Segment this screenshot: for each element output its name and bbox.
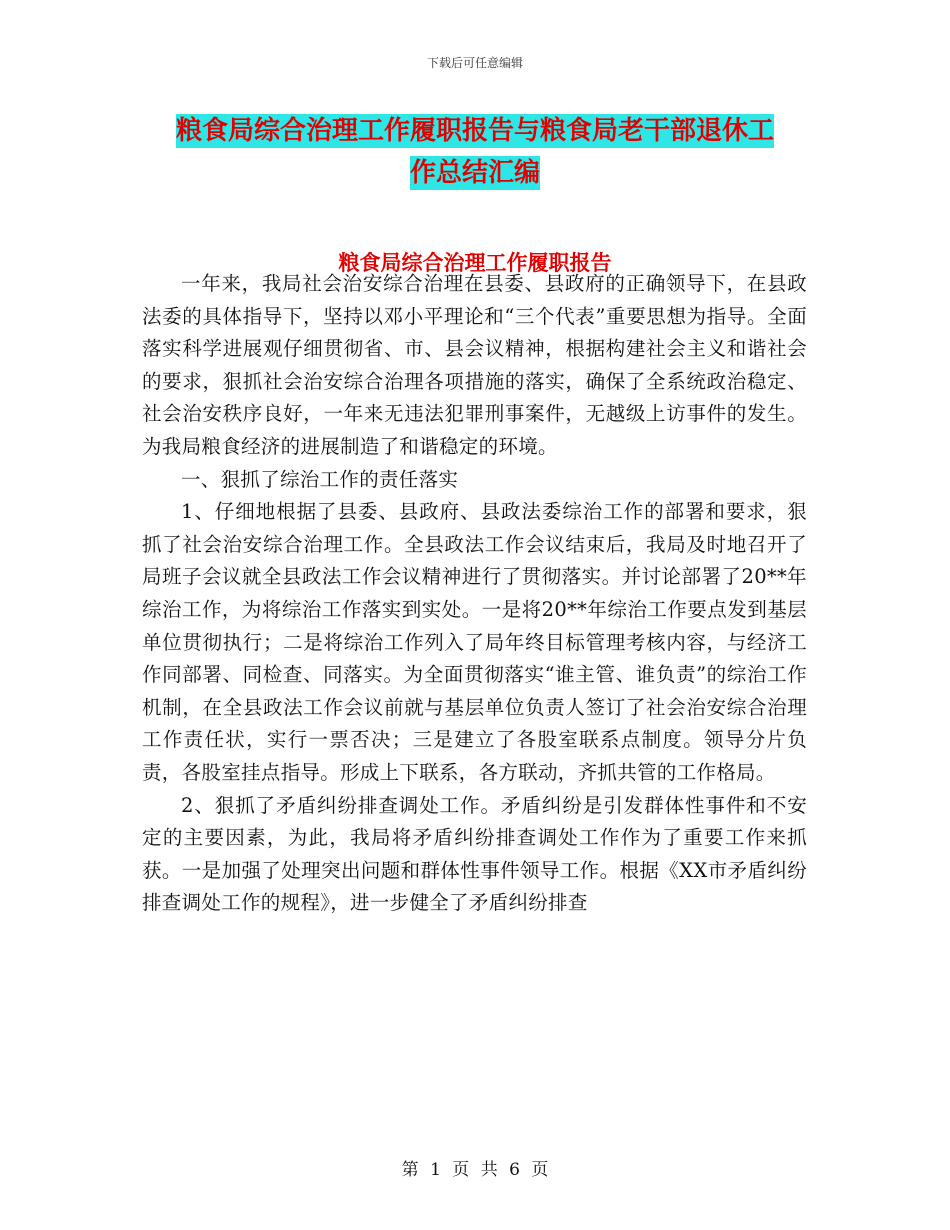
header-note: 下载后可任意编辑 <box>426 56 523 70</box>
paragraph-item-2: 2、狠抓了矛盾纠纷排查调处工作。矛盾纠纷是引发群体性事件和不安定的主要因素，为此，我局将矛盾纠纷排查调处工作作为了重要工作来抓获。一是加强了处理突出问题和群体性事件领导工作。根据《XX市矛盾纠纷排查调处工作的规程》，进一步健全了矛盾纠纷排查 <box>142 793 807 915</box>
body-text <box>142 268 807 920</box>
section-title: 粮食局综合治理工作履职报告 <box>338 251 612 275</box>
page-footer: 第 1 页 共 6 页 <box>401 1160 549 1180</box>
title-line-2: 作总结汇编 <box>409 158 540 188</box>
paragraph-heading-1: 一、狠抓了综治工作的责任落实 <box>181 467 459 491</box>
paragraph-item-1: 1、仔细地根据了县委、县政府、县政法委综治工作的部署和要求，狠抓了社会治安综合治理工作。全县政法工作会议结束后，我局及时地召开了局班子会议就全县政法工作会议精神进行了贯彻落实。并讨论部署了20**年综治工作，为将综治工作落实到实处。一是将20**年综治工作要点发到基层单位贯彻执行；二是将综治工作列入了局年终目标管理考核内容，与经济工作同部署、同检查、同落实。为全面贯彻落实“谁主管、谁负责”的综治工作机制，在全县政法工作会议前就与基层单位负责人签订了社会治安综合治理工作责任状，实行一票否决；三是建立了各股室联系点制度。领导分片负责，各股室挂点指导。形成上下联系，各方联动，齐抓共管的工作格局。 <box>142 500 807 784</box>
paragraph-intro: 一年来，我局社会治安综合治理在县委、县政府的正确领导下，在县政法委的具体指导下，坚持以邓小平理论和“三个代表”重要思想为指导。全面落实科学进展观仔细贯彻省、市、县会议精神，根据构建社会主义和谐社会的要求，狠抓社会治安综合治理各项措施的落实，确保了全系统政治稳定、社会治安秩序良好，一年来无违法犯罪刑事案件，无越级上访事件的发生。为我局粮食经济的进展制造了和谐稳定的环境。 <box>142 272 807 458</box>
document-title <box>150 110 800 194</box>
title-line-1: 粮食局综合治理工作履职报告与粮食局老干部退休工 <box>175 116 774 146</box>
